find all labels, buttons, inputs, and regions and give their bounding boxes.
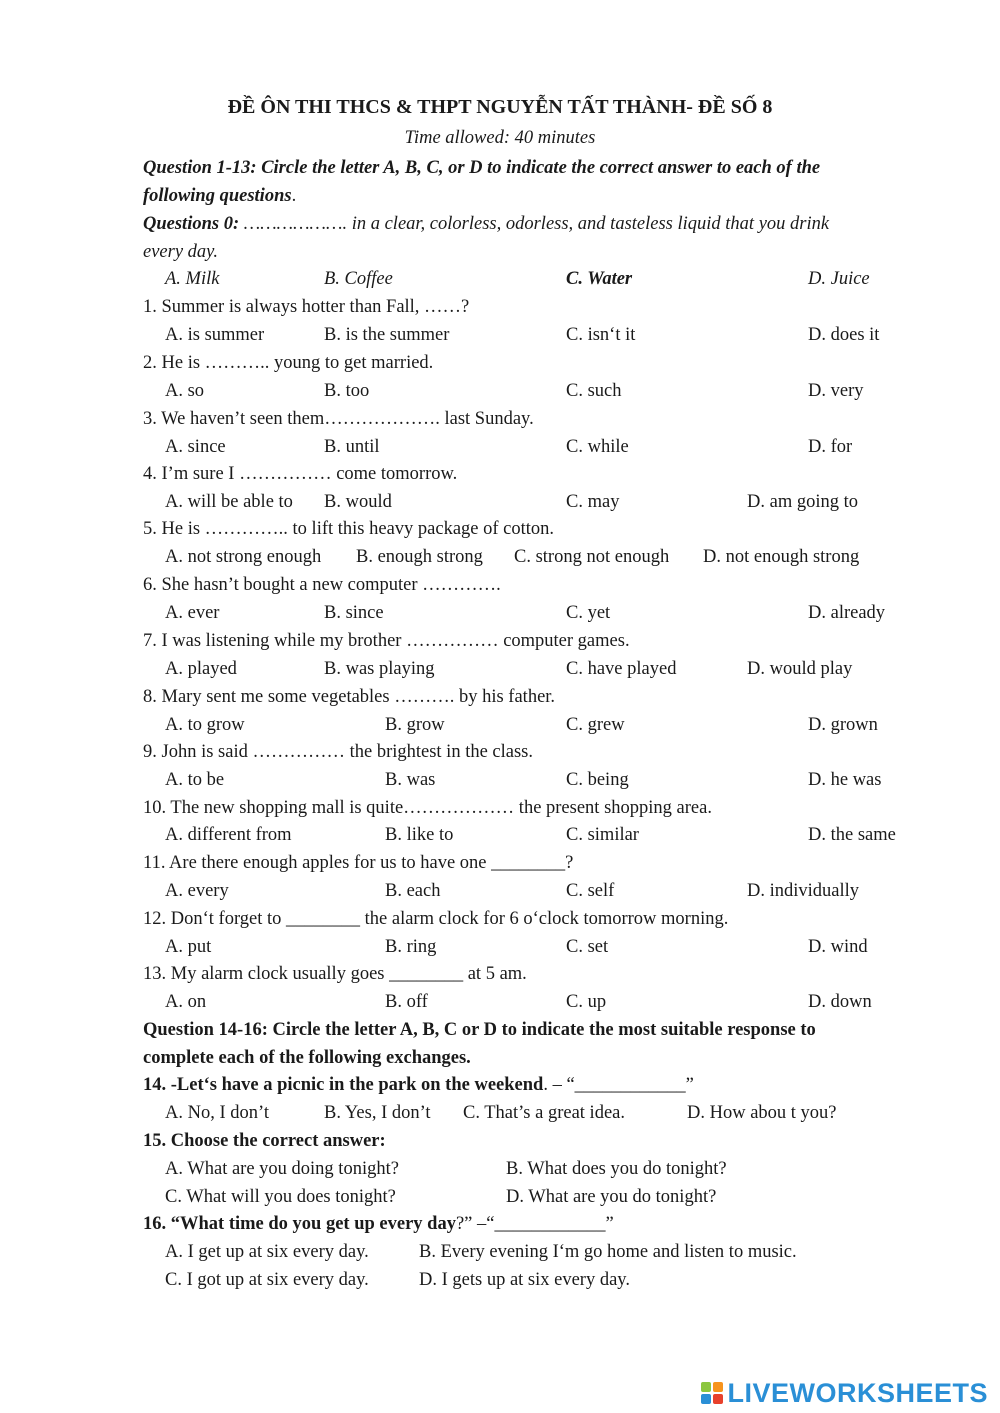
option-a[interactable]: A. not strong enough bbox=[165, 547, 322, 567]
option-d[interactable]: D. am going to bbox=[747, 492, 858, 512]
option-c[interactable]: C. grew bbox=[566, 715, 625, 735]
section1-instruction-cont: following questions. bbox=[143, 186, 297, 206]
example-option-b[interactable]: B. Coffee bbox=[324, 269, 393, 289]
question-stem: 16. “What time do you get up every day?” –“____________” bbox=[143, 1214, 614, 1234]
option-c[interactable]: C. That’s a great idea. bbox=[463, 1103, 625, 1123]
section1-instruction: Question 1-13: Circle the letter A, B, C, or D to indicate the correct answer to each of the bbox=[143, 158, 821, 178]
question-stem: 15. Choose the correct answer: bbox=[143, 1131, 386, 1151]
option-b[interactable]: B. grow bbox=[385, 715, 445, 735]
section2-instruction-cont: complete each of the following exchanges. bbox=[143, 1048, 471, 1068]
option-c[interactable]: C. such bbox=[566, 381, 622, 401]
option-b[interactable]: B. Yes, I don’t bbox=[324, 1103, 431, 1123]
option-a[interactable]: A. every bbox=[165, 881, 229, 901]
liveworksheets-logo[interactable] bbox=[701, 1378, 988, 1408]
option-d[interactable]: D. he was bbox=[808, 770, 882, 790]
option-b[interactable]: B. would bbox=[324, 492, 392, 512]
option-b[interactable]: B. too bbox=[324, 381, 370, 401]
example-question-cont: every day. bbox=[143, 242, 218, 262]
option-d[interactable]: D. How abou t you? bbox=[687, 1103, 837, 1123]
option-b[interactable]: B. since bbox=[324, 603, 384, 623]
option-b[interactable]: B. each bbox=[385, 881, 441, 901]
question-stem: 5. He is ………….. to lift this heavy package of cotton. bbox=[143, 519, 555, 539]
option-c[interactable]: C. similar bbox=[566, 825, 639, 845]
option-d[interactable]: D. wind bbox=[808, 937, 868, 957]
option-d[interactable]: D. down bbox=[808, 992, 872, 1012]
option-a[interactable]: A. since bbox=[165, 437, 226, 457]
option-d[interactable]: D. I gets up at six every day. bbox=[419, 1270, 630, 1290]
question-stem: 10. The new shopping mall is quite……………… the present shopping area. bbox=[143, 798, 712, 818]
option-a[interactable]: A. to be bbox=[165, 770, 225, 790]
example-question: Questions 0: ………………. in a clear, colorless, odorless, and tasteless liquid that you drink bbox=[143, 214, 830, 234]
option-a[interactable]: A. played bbox=[165, 659, 237, 679]
option-c[interactable]: C. being bbox=[566, 770, 629, 790]
option-a[interactable]: A. so bbox=[165, 381, 205, 401]
question-stem: 12. Don‘t forget to ________ the alarm clock for 6 o‘clock tomorrow morning. bbox=[143, 909, 729, 929]
option-d[interactable]: D. the same bbox=[808, 825, 896, 845]
option-a[interactable]: A. I get up at six every day. bbox=[165, 1242, 369, 1262]
option-b[interactable]: B. was bbox=[385, 770, 436, 790]
question-stem: 13. My alarm clock usually goes ________ at 5 am. bbox=[143, 964, 527, 984]
question-stem: 8. Mary sent me some vegetables ………. by his father. bbox=[143, 687, 556, 707]
liveworksheets-logo-text: LIVEWORKSHEETS bbox=[727, 1377, 988, 1408]
question-stem: 2. He is ……….. young to get married. bbox=[143, 353, 434, 373]
option-c[interactable]: C. yet bbox=[566, 603, 611, 623]
option-c[interactable]: C. I got up at six every day. bbox=[165, 1270, 369, 1290]
option-c[interactable]: C. while bbox=[566, 437, 629, 457]
option-b[interactable]: B. enough strong bbox=[356, 547, 483, 567]
option-d[interactable]: D. not enough strong bbox=[703, 547, 860, 567]
option-d[interactable]: D. What are you do tonight? bbox=[506, 1187, 717, 1207]
option-b[interactable]: B. is the summer bbox=[324, 325, 450, 345]
option-d[interactable]: D. already bbox=[808, 603, 886, 623]
option-c[interactable]: C. isn‘t it bbox=[566, 325, 636, 345]
question-stem: 4. I’m sure I …………… come tomorrow. bbox=[143, 464, 458, 484]
option-a[interactable]: A. to grow bbox=[165, 715, 245, 735]
option-b[interactable]: B. off bbox=[385, 992, 428, 1012]
section2-instruction: Question 14-16: Circle the letter A, B, C or D to indicate the most suitable response to bbox=[143, 1020, 816, 1040]
option-d[interactable]: D. would play bbox=[747, 659, 853, 679]
option-a[interactable]: A. put bbox=[165, 937, 212, 957]
option-b[interactable]: B. Every evening I‘m go home and listen to music. bbox=[419, 1242, 797, 1262]
option-c[interactable]: C. What will you does tonight? bbox=[165, 1187, 396, 1207]
option-d[interactable]: D. very bbox=[808, 381, 864, 401]
option-b[interactable]: B. What does you do tonight? bbox=[506, 1159, 727, 1179]
option-d[interactable]: D. for bbox=[808, 437, 853, 457]
option-c[interactable]: C. have played bbox=[566, 659, 677, 679]
question-stem: 1. Summer is always hotter than Fall, ……? bbox=[143, 297, 470, 317]
option-d[interactable]: D. does it bbox=[808, 325, 880, 345]
question-stem: 11. Are there enough apples for us to have one ________? bbox=[143, 853, 574, 873]
question-stem: 3. We haven’t seen them………………. last Sunday. bbox=[143, 409, 534, 429]
option-b[interactable]: B. was playing bbox=[324, 659, 435, 679]
option-c[interactable]: C. up bbox=[566, 992, 607, 1012]
example-option-d[interactable]: D. Juice bbox=[808, 269, 870, 289]
option-c[interactable]: C. self bbox=[566, 881, 615, 901]
option-a[interactable]: A. will be able to bbox=[165, 492, 293, 512]
example-option-a[interactable]: A. Milk bbox=[165, 269, 220, 289]
option-c[interactable]: C. strong not enough bbox=[514, 547, 670, 567]
page-title: ĐỀ ÔN THI THCS & THPT NGUYỄN TẤT THÀNH- ĐỀ SỐ 8 bbox=[227, 96, 773, 118]
option-a[interactable]: A. No, I don’t bbox=[165, 1103, 269, 1123]
option-a[interactable]: A. is summer bbox=[165, 325, 265, 345]
example-option-c[interactable]: C. Water bbox=[566, 269, 633, 289]
option-c[interactable]: C. set bbox=[566, 937, 609, 957]
option-d[interactable]: D. grown bbox=[808, 715, 878, 735]
option-b[interactable]: B. like to bbox=[385, 825, 454, 845]
question-stem: 7. I was listening while my brother …………… computer games. bbox=[143, 631, 630, 651]
option-a[interactable]: A. What are you doing tonight? bbox=[165, 1159, 399, 1179]
option-d[interactable]: D. individually bbox=[747, 881, 860, 901]
option-c[interactable]: C. may bbox=[566, 492, 620, 512]
option-b[interactable]: B. until bbox=[324, 437, 380, 457]
liveworksheets-logo-icon bbox=[701, 1382, 723, 1404]
question-stem: 14. -Let‘s have a picnic in the park on the weekend. – “____________” bbox=[143, 1075, 694, 1095]
option-b[interactable]: B. ring bbox=[385, 937, 437, 957]
question-stem: 9. John is said …………… the brightest in the class. bbox=[143, 742, 534, 762]
option-a[interactable]: A. different from bbox=[165, 825, 292, 845]
option-a[interactable]: A. ever bbox=[165, 603, 220, 623]
question-stem: 6. She hasn’t bought a new computer …………. bbox=[143, 575, 501, 595]
option-a[interactable]: A. on bbox=[165, 992, 207, 1012]
time-allowed: Time allowed: 40 minutes bbox=[404, 128, 596, 148]
